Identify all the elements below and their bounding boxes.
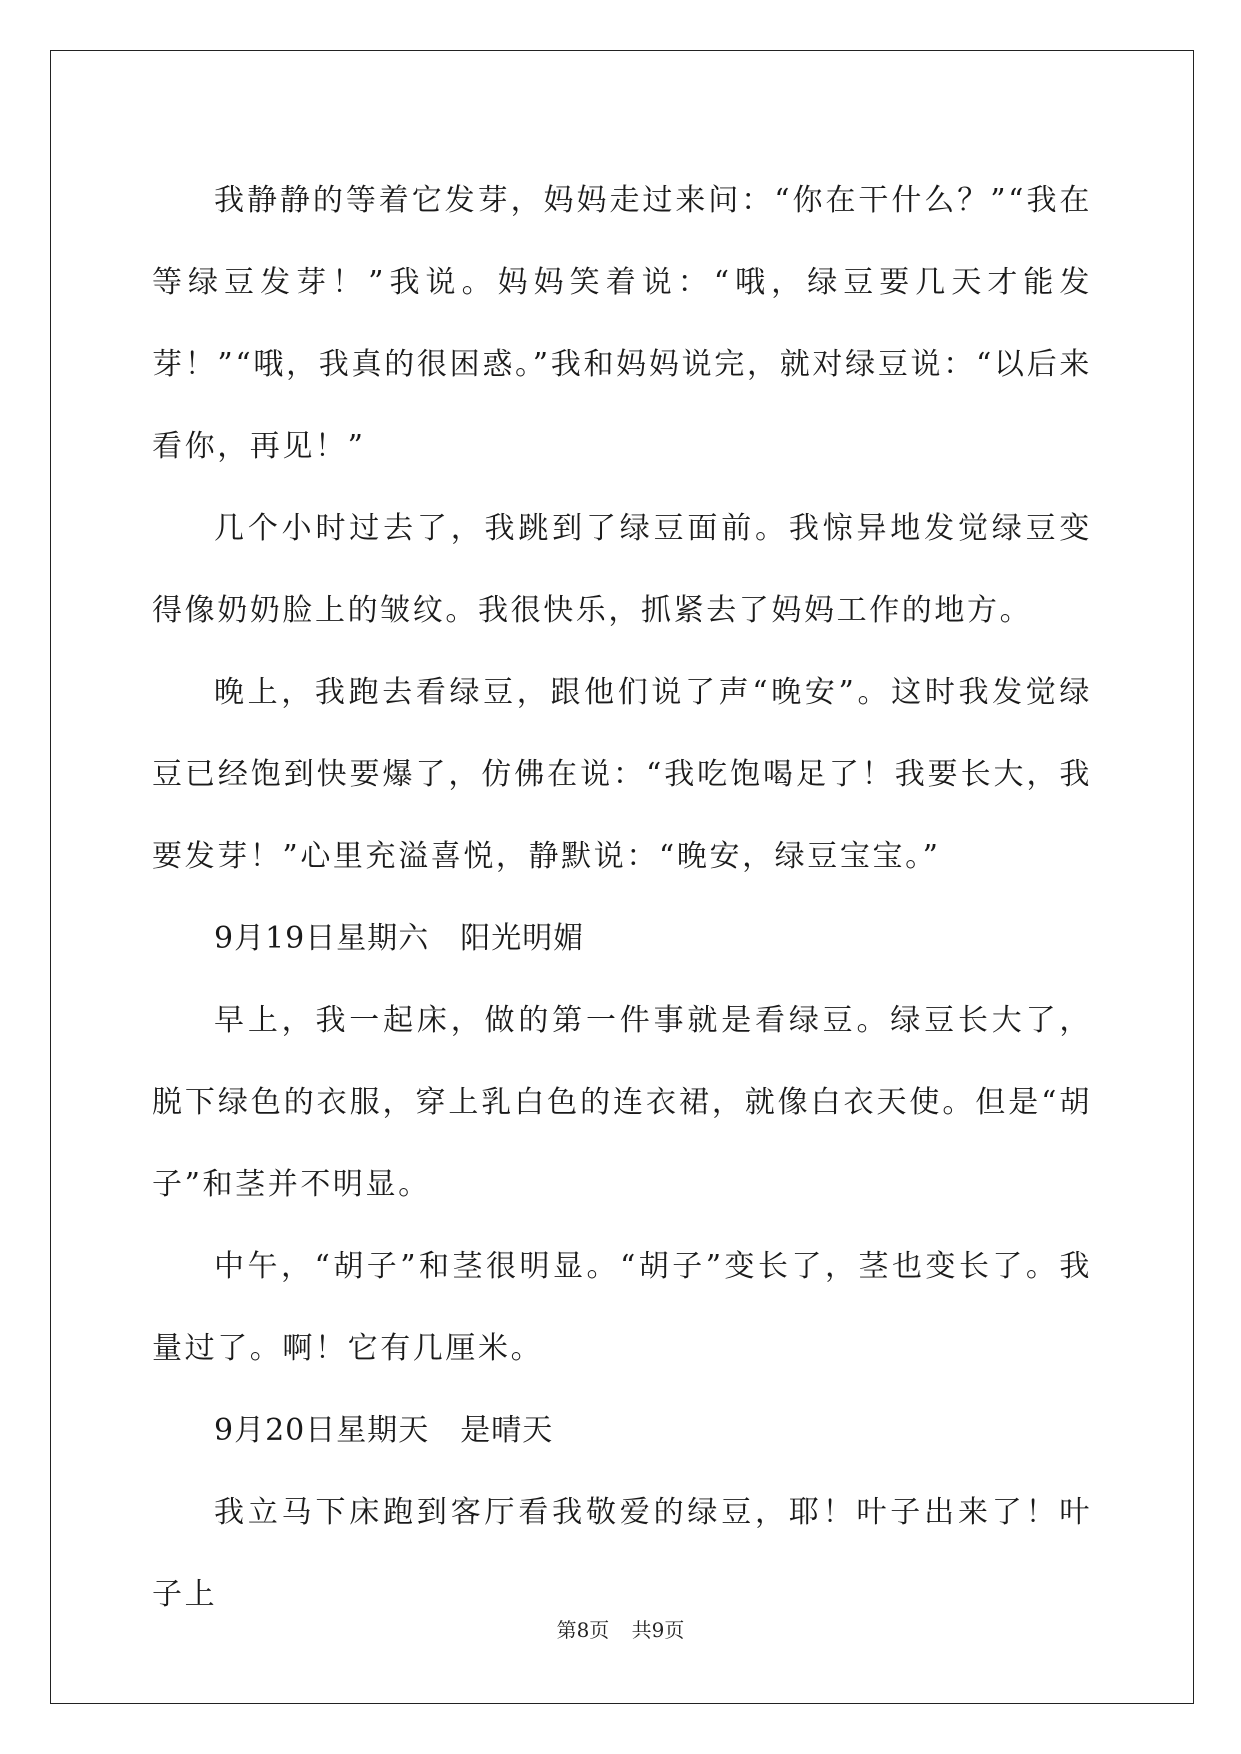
date-heading: 9月19日星期六 阳光明媚	[214, 921, 585, 956]
paragraph: 我静静的等着它发芽，妈妈走过来问：“你在干什么？”“我在等绿豆发芽！”我说。妈妈笑着说：“哦，绿豆要几天才能发芽！”“哦，我真的很困惑。”我和妈妈说完，就对绿豆说：“以后来看你，再见！”	[152, 183, 1092, 464]
paragraph: 我立马下床跑到客厅看我敬爱的绿豆，耶！叶子出来了！叶子上	[152, 1495, 1092, 1612]
page-number: 第8页	[556, 1618, 610, 1642]
paragraph: 晚上，我跑去看绿豆，跟他们说了声“晚安”。这时我发觉绿豆已经饱到快要爆了，仿佛在说：“我吃饱喝足了！我要长大，我要发芽！”心里充溢喜悦，静默说：“晚安，绿豆宝宝。”	[152, 675, 1092, 874]
document-body	[152, 160, 1092, 1636]
page-total: 共9页	[631, 1618, 685, 1642]
page-footer	[0, 1614, 1241, 1643]
paragraph: 几个小时过去了，我跳到了绿豆面前。我惊异地发觉绿豆变得像奶奶脸上的皱纹。我很快乐，抓紧去了妈妈工作的地方。	[152, 511, 1092, 628]
date-heading: 9月20日星期天 是晴天	[214, 1413, 554, 1448]
paragraph: 早上，我一起床，做的第一件事就是看绿豆。绿豆长大了，脱下绿色的衣服，穿上乳白色的连衣裙，就像白衣天使。但是“胡子”和茎并不明显。	[152, 1003, 1092, 1202]
paragraph: 中午，“胡子”和茎很明显。“胡子”变长了，茎也变长了。我量过了。啊！它有几厘米。	[152, 1249, 1092, 1366]
